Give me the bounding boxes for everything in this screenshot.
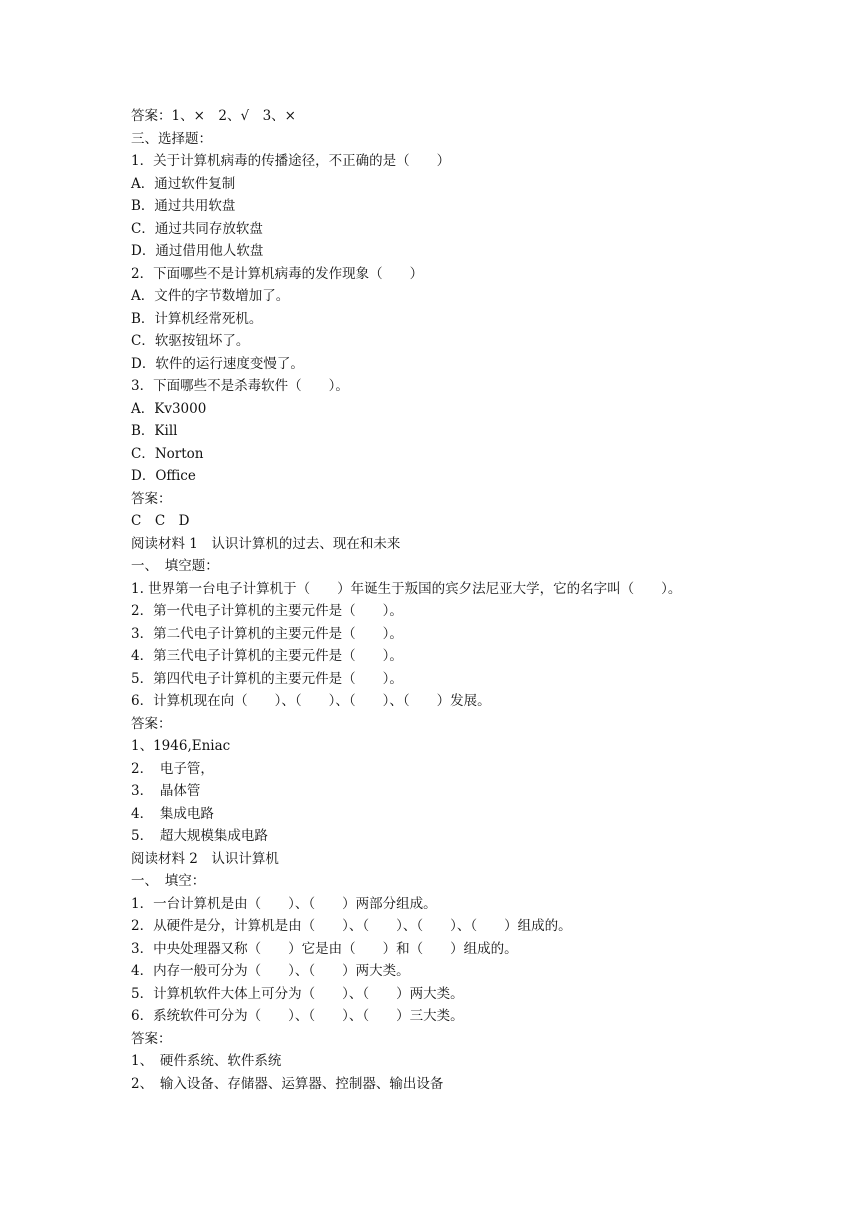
option-text: B．计算机经常死机。 bbox=[131, 310, 263, 327]
question-text: 6．系统软件可分为（ ）、（ ）、（ ）三大类。 bbox=[131, 1008, 464, 1024]
option-text: C．Norton bbox=[131, 445, 204, 462]
section-heading: 一、 填空： bbox=[131, 873, 206, 889]
question-text: 5．计算机软件大体上可分为（ ）、（ ）两大类。 bbox=[131, 985, 464, 1002]
answer-text: 1、1946,Eniac bbox=[131, 738, 231, 754]
document-body bbox=[131, 105, 831, 1095]
answer-text: 2． 电子管， bbox=[131, 760, 214, 777]
question-text: 2．第一代电子计算机的主要元件是（ ）。 bbox=[131, 603, 403, 619]
answer-text: C C D bbox=[131, 513, 190, 529]
question-text: 6．计算机现在向（ ）、（ ）、（ ）、（ ）发展。 bbox=[131, 693, 491, 709]
option-text: C．通过共同存放软盘 bbox=[131, 220, 263, 237]
option-text: A．文件的字节数增加了。 bbox=[131, 288, 290, 304]
section-heading: 一、 填空题： bbox=[131, 558, 219, 574]
answer-text: 1、 硬件系统、软件系统 bbox=[131, 1053, 282, 1069]
question-text: 1．关于计算机病毒的传播途径，不正确的是（ ） bbox=[131, 153, 451, 169]
option-text: A．Kv3000 bbox=[131, 400, 207, 417]
option-text: B．Kill bbox=[131, 423, 178, 439]
text-line: 答案：1、× 2、√ 3、× bbox=[131, 108, 296, 124]
option-text: D．软件的运行速度变慢了。 bbox=[131, 355, 304, 372]
section-heading: 阅读材料 2 认识计算机 bbox=[131, 850, 279, 867]
question-text: 3．第二代电子计算机的主要元件是（ ）。 bbox=[131, 625, 403, 642]
answer-text: 3． 晶体管 bbox=[131, 783, 201, 799]
section-heading: 阅读材料 1 认识计算机的过去、现在和未来 bbox=[131, 535, 401, 552]
answer-label: 答案： bbox=[131, 490, 172, 507]
option-text: C．软驱按钮坏了。 bbox=[131, 333, 250, 349]
option-text: B．通过共用软盘 bbox=[131, 198, 236, 214]
option-text: D．通过借用他人软盘 bbox=[131, 243, 264, 259]
option-text: A．通过软件复制 bbox=[131, 175, 236, 192]
question-text: 2．从硬件是分，计算机是由（ ）、（ ）、（ ）、（ ）组成的。 bbox=[131, 918, 572, 934]
answer-label: 答案： bbox=[131, 715, 172, 732]
answer-text: 5． 超大规模集成电路 bbox=[131, 828, 268, 844]
section-heading: 三、选择题： bbox=[131, 130, 212, 147]
question-text: 4．第三代电子计算机的主要元件是（ ）。 bbox=[131, 648, 403, 664]
question-text: 2．下面哪些不是计算机病毒的发作现象（ ） bbox=[131, 265, 424, 282]
answer-text: 2、 输入设备、存储器、运算器、控制器、输出设备 bbox=[131, 1075, 444, 1092]
question-text: 4．内存一般可分为（ ）、（ ）两大类。 bbox=[131, 963, 410, 979]
question-text: 3．中央处理器又称（ ）它是由（ ）和（ ）组成的。 bbox=[131, 940, 518, 957]
question-text: 3．下面哪些不是杀毒软件（ ）。 bbox=[131, 378, 349, 394]
option-text: D．Office bbox=[131, 468, 196, 484]
answer-text: 4． 集成电路 bbox=[131, 805, 214, 822]
question-text: 1. 世界第一台电子计算机于（ ）年诞生于叛国的宾夕法尼亚大学，它的名字叫（ ）。 bbox=[131, 580, 682, 597]
answer-label: 答案： bbox=[131, 1030, 172, 1047]
question-text: 1．一台计算机是由（ ）、（ ）两部分组成。 bbox=[131, 895, 437, 912]
question-text: 5．第四代电子计算机的主要元件是（ ）。 bbox=[131, 670, 403, 687]
